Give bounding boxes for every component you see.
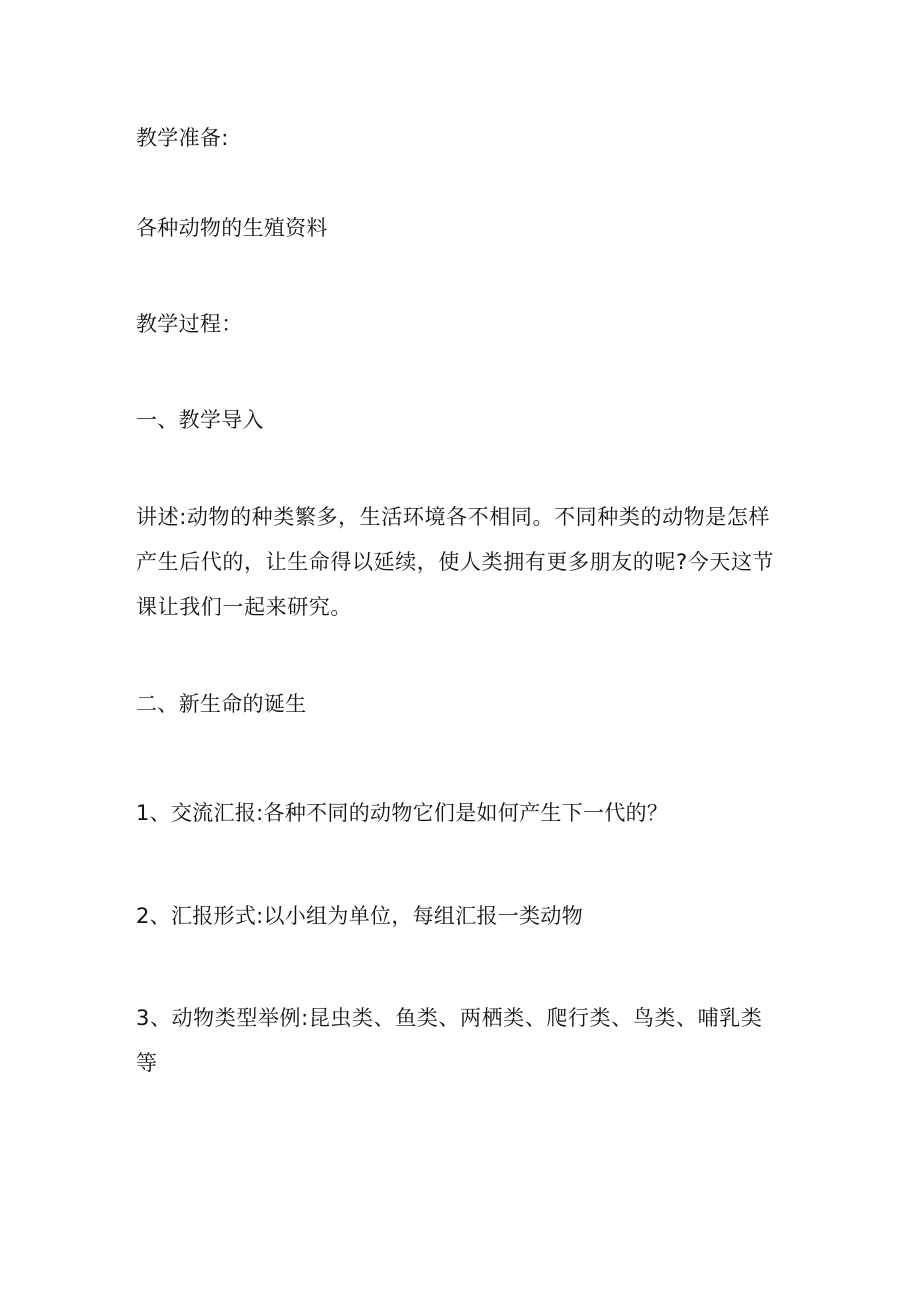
intro-paragraph bbox=[136, 495, 776, 630]
section-2-title: 二、新生命的诞生 bbox=[136, 692, 307, 716]
list-item-3-line-2: 等 bbox=[136, 1051, 158, 1075]
list-item-3-line-1: 3、动物类型举例:昆虫类、鱼类、两栖类、爬行类、鸟类、哺乳类 bbox=[136, 1006, 763, 1030]
intro-line-2: 产生后代的，让生命得以延续，使人类拥有更多朋友的呢?今天这节 bbox=[136, 550, 775, 574]
intro-line-1: 讲述:动物的种类繁多，生活环境各不相同。不同种类的动物是怎样 bbox=[136, 505, 771, 529]
prep-materials: 各种动物的生殖资料 bbox=[136, 216, 328, 240]
list-item-3 bbox=[136, 996, 776, 1086]
process-heading: 教学过程： bbox=[136, 312, 243, 336]
list-item-1: 1、交流汇报:各种不同的动物它们是如何产生下一代的？ bbox=[136, 801, 669, 825]
prep-heading: 教学准备: bbox=[136, 126, 229, 150]
list-item-2: 2、汇报形式:以小组为单位，每组汇报一类动物 bbox=[136, 904, 584, 928]
section-1-title: 一、教学导入 bbox=[136, 408, 264, 432]
intro-line-3: 课让我们一起来研究。 bbox=[136, 595, 352, 619]
